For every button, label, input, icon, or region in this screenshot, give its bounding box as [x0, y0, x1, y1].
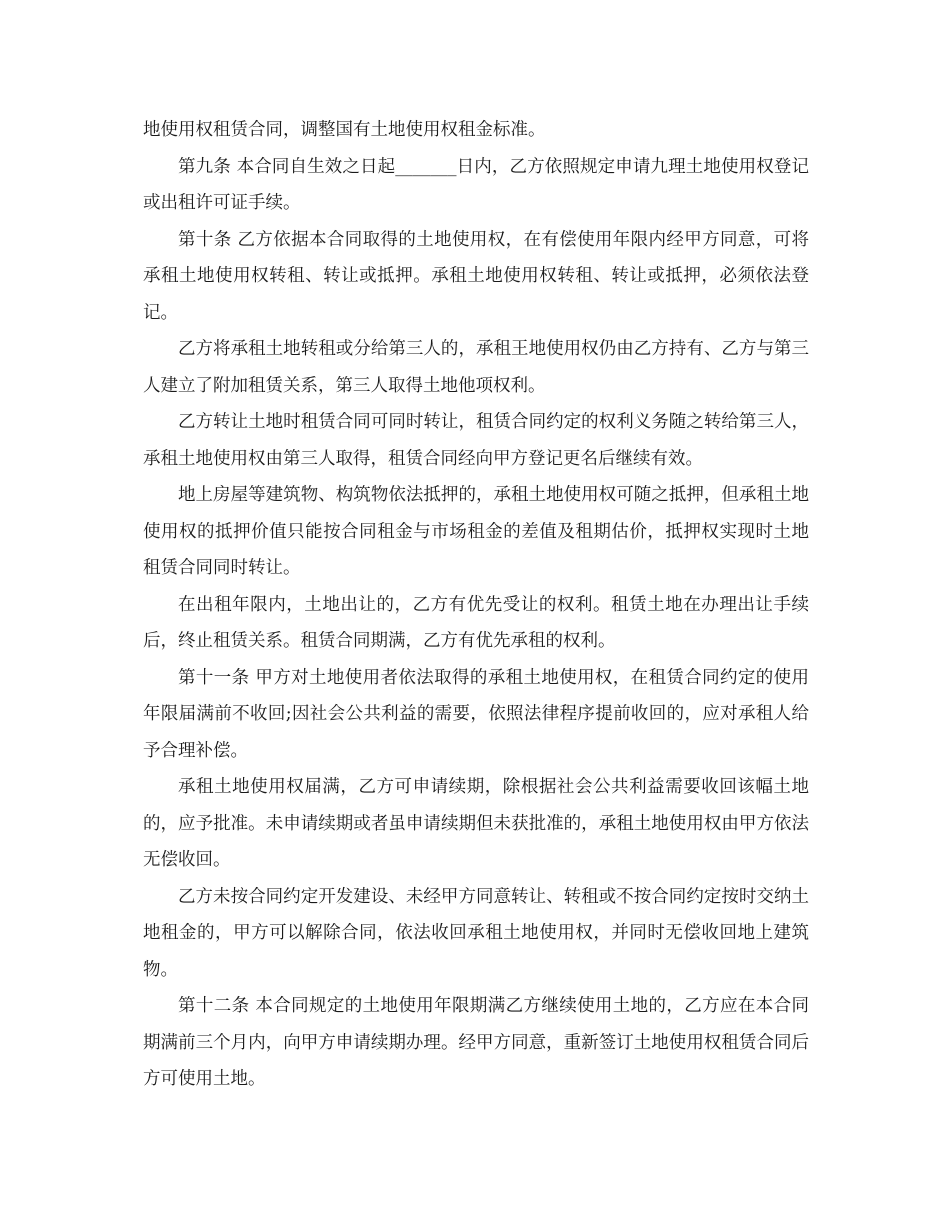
paragraph-article-11: 第十一条 甲方对土地使用者依法取得的承租土地使用权，在租赁合同约定的使用年限届满前不收回;因社会公共利益的需要，依照法律程序提前收回的，应对承租人给予合理补偿。	[143, 667, 809, 761]
paragraph-mortgage: 地上房屋等建筑物、构筑物依法抵押的，承租土地使用权可随之抵押，但承租土地使用权的抵押价值只能按合同租金与市场租金的差值及租期估价，抵押权实现时土地 租赁合同同时转让。	[143, 485, 809, 578]
paragraph-renewal: 承租土地使用权届满，乙方可申请续期，除根据社会公共利益需要收回该幅土地的，应予批准。未申请续期或者虽申请续期但未获批准的，承租土地使用权由甲方依法 无偿收回。	[143, 777, 809, 870]
paragraph-article-10: 第十条 乙方依据本合同取得的土地使用权，在有偿使用年限内经甲方同意，可将承租土地使用权转租、转让或抵押。承租土地使用权转租、转让或抵押，必须依法登记。	[143, 229, 809, 323]
paragraph-continuation: 地使用权租赁合同，调整国有土地使用权租金标准。	[143, 120, 546, 140]
paragraph-sublease: 乙方将承租土地转租或分给第三人的，承租王地使用权仍由乙方持有、乙方与第三人建立了附加租赁关系，第三人取得土地他项权利。	[143, 339, 809, 396]
paragraph-priority: 在出租年限内，土地出让的，乙方有优先受让的权利。租赁土地在办理出让手续后，终止租赁关系。租赁合同期满，乙方有优先承租的权利。	[143, 594, 809, 651]
paragraph-article-12: 第十二条 本合同规定的土地使用年限期满乙方继续使用土地的，乙方应在本合同期满前三个月内，向甲方申请续期办理。经甲方同意，重新签订土地使用权租赁合同后方可使用土地。	[143, 996, 809, 1089]
paragraph-transfer: 乙方转让土地时租赁合同可同时转让，租赁合同约定的权利义务随之转给第三人，承租土地使用权由第三人取得，租赁合同经向甲方登记更名后继续有效。	[143, 412, 809, 469]
paragraph-article-9: 第九条 本合同自生效之日起_______日内，乙方依照规定申请九理土地使用权登记或出租许可证手续。	[143, 156, 809, 213]
paragraph-termination: 乙方未按合同约定开发建设、未经甲方同意转让、转租或不按合同约定按时交纳土地租金的，甲方可以解除合同，依法收回承租土地使用权，并同时无偿收回地上建筑物。	[143, 886, 809, 980]
document-body	[143, 112, 809, 1098]
